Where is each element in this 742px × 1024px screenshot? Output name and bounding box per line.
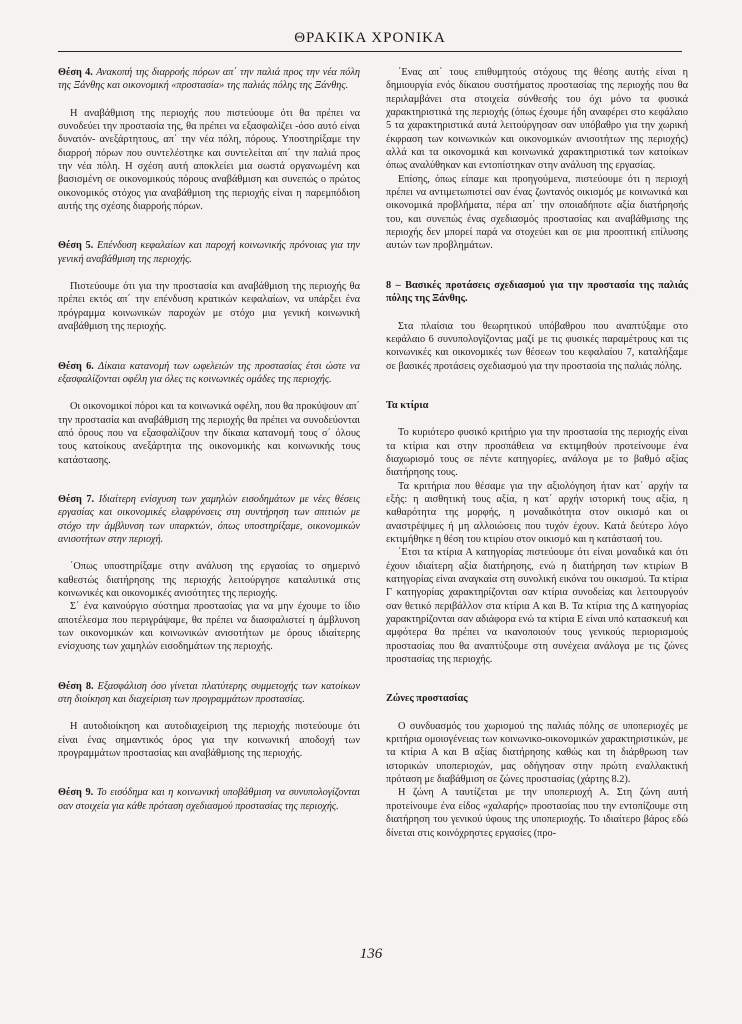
thesis-text: Το εισόδημα και η κοινωνική υποβάθμιση να συνυπολογίζονται σαν στοιχεία για κάθε πρόταση σχεδιασμού προστασίας της περιοχής.	[58, 787, 360, 812]
paragraph: Οι οικονομικοί πόροι και τα κοινωνικά οφέλη, που θα προκύψουν απ΄ την προστασία και αναβάθμιση της περιοχής θα πρέπει να συνοδεύονται από όρους που να εξασφαλίζουν την δίκαια κατανομή τους σ΄ όλους τους κατοίκους ανεξάρτητα της οικονομικής και κοινωνικής τους κατάστασης.	[58, 401, 360, 466]
paragraph: ΄Ενας απ΄ τους επιθυμητούς στόχους της θέσης αυτής είναι η δημιουργία ενός δίκαιου συστήματος προστασίας της περιοχής που θα περιλαμβάνει στα στοιχεία σύνθεσής του όχι μόνο τα φυσικά χαρακτηριστικά της περιοχής (όπως έχουμε ήδη αναφέρει στο κεφάλαιο 5 τα χαρακτηριστικά αυτά λειτούργησαν σαν υπόβαθρο για την χωρική έκφραση των κοινωνικών και οικονομικών ανισοτήτων της περιοχής) αλλά και τα οικονομικά και κοινωνικά χαρακτηριστικά των κατοίκων όπως αναλύθηκαν και εντοπίστηκαν στην ανάλυση της εργασίας.	[386, 67, 688, 172]
page-number: 136	[359, 946, 383, 962]
paragraph: Το κυριότερο φυσικό κριτήριο για την προστασία της περιοχής είναι τα κτίρια και στην προσπάθεια να εκτιμηθούν προτείνουμε ένα διαχωρισμό τους σε πέντε κατηγορίες, ανάλογα με το βαθμό αξίας διατήρησης τους.	[386, 427, 688, 479]
thesis-8	[58, 680, 360, 707]
thesis-label: Θέση 9.	[58, 787, 94, 799]
paragraph: Ο συνδυασμός του χωρισμού της παλιάς πόλης σε υποπεριοχές με κριτήρια ομοιογένειας των κοινωνικο-οικονομικών χαρακτηριστικών, με τα κτίρια Α και Β αξίας διατήρησης καθώς και τη διάρθρωση των ιστορικών υποπεριοχών, μας οδήγησαν στην πρώτη εναλλακτική πρόταση με διαβάθμιση σε ζώνες προστασίας (χάρτης 8.2).	[386, 720, 688, 786]
paragraph: Η αυτοδιοίκηση και αυτοδιαχείριση της περιοχής πιστεύουμε ότι είναι ένας σημαντικός όρος για την κοινωνική αποδοχή των προγραμμάτων προστασίας και αναβάθμισης της περιοχής.	[58, 721, 360, 760]
thesis-label: Θέση 6.	[58, 360, 94, 372]
thesis-label: Θέση 8.	[58, 680, 94, 692]
thesis-6	[58, 360, 360, 387]
thesis-5	[58, 239, 360, 266]
thesis-text: Επένδυση κεφαλαίων και παροχή κοινωνικής πρόνοιας για την γενική αναβάθμιση της περιοχής.	[58, 240, 360, 265]
paragraph: ΄Οπως υποστηρίξαμε στην ανάλυση της εργασίας το σημερινό καθεστώς διατήρησης της περιοχής λειτούργησε καταλυτικά στις κοινωνικές και οικονομικές ανισότητες της περιοχής.	[58, 561, 360, 599]
paragraph: ΄Ετσι τα κτίρια Α κατηγορίας πιστεύουμε ότι είναι μοναδικά και ότι έχουν ιδιαίτερη αξία διατήρησης, ενώ η διατήρηση των κτιρίων Β κατηγορίας είναι αναγκαία στη συνολική εικόνα του οικισμού. Τα κτίρια Γ κατηγορίας χαρακτηρίζονται σαν κτίρια συνοδείας και λειτουργούν σαν θετικό περιβάλλον στα κτίρια Α και Β. Τα κτίρια της Δ κατηγορίας χαρακτηρίζονται σαν αδιάφορα ενώ τα κτίρια Ε είναι υπό κατασκευή και αμφότερα θα πρέπει να ικανοποιούν τους γενικούς περιορισμούς προστασίας που θα αναπτύξουμε στη συνέχεια ανάλογα με τις ζώνες προστασίας της περιοχής.	[386, 547, 688, 666]
paragraph: Η αναβάθμιση της περιοχής που πιστεύουμε ότι θα πρέπει να συνοδεύει την προστασία της, θα πρέπει να εξασφαλίζει -όσο αυτό είναι δυνατόν- ανεξάρτητους, απ΄ την νέα πόλη, πόρους. Υποστηρίξαμε την διαρροή πόρων που συντελέστηκε και συντελείται απ΄ την παλιά προς την νέα πόλη. Η σχέση αυτή αποκλείει μια σωστά οργανωμένη και βασισμένη σε οικονομικούς πόρους αναβάθμιση και συνεπώς ο πρώτος οικονομικός στόχος για αναβάθμιση της περιοχής είναι η παρεμπόδιση αυτής της σχέσης διαρροής πόρων.	[58, 107, 360, 213]
right-column	[386, 66, 688, 840]
section-heading: 8 – Βασικές προτάσεις σχεδιασμού για την προστασία της παλιάς πόλης της Ξάνθης.	[386, 279, 688, 305]
paragraph: Τα κριτήρια που θέσαμε για την αξιολόγηση ήταν κατ΄ αρχήν τα εξής: η αισθητική τους αξία, η κατ΄ αρχήν ιστορική τους αξία, η καθαρότητα της μορφής, η μοναδικότητα στον οικισμό και οι αναστρέψιμες ή μη αλλοιώσεις που τυχόν έχουν. Κατά δεύτερο λόγο εκτιμήθηκε η θέση του κτιρίου στον οικισμό και η κατάστασή του.	[386, 480, 688, 545]
left-column	[58, 66, 360, 813]
thesis-label: Θέση 5.	[58, 240, 94, 252]
paragraph: Στα πλαίσια του θεωρητικού υπόβαθρου που αναπτύξαμε στο κεφάλαιο 6 συνυπολογίζοντας μαζί με τις φυσικές παραμέτρους και τις κοινωνικές και οικονομικές των θέσεων του κεφαλαίου 7, καταλήξαμε σε βασικές προτάσεις σχεδιασμού για την προστασία της παλιάς πόλης.	[386, 320, 688, 372]
section-heading: Τα κτίρια	[386, 399, 429, 411]
thesis-7	[58, 493, 360, 546]
section-heading: Ζώνες προστασίας	[386, 693, 468, 705]
thesis-text: Δίκαια κατανομή των ωφελειών της προστασίας έτσι ώστε να εξασφαλίζονται οφέλη για όλες τις κοινωνικές ομάδες της περιοχής.	[58, 360, 361, 385]
thesis-label: Θέση 4.	[58, 67, 93, 78]
thesis-4	[58, 66, 360, 93]
thesis-text: Εξασφάλιση όσο γίνεται πλατύτερης συμμετοχής των κατοίκων στη διοίκηση και διαχείριση των προγραμμάτων προστασίας.	[58, 680, 361, 706]
thesis-9	[58, 786, 360, 813]
thesis-text: Ανακοπή της διαρροής πόρων απ΄ την παλιά προς την νέα πόλη της Ξάνθης και οικονομική «προστασία» της παλιάς πόλης της Ξάνθης.	[58, 67, 361, 92]
thesis-label: Θέση 7.	[58, 493, 95, 505]
paragraph: Επίσης, όπως είπαμε και προηγούμενα, πιστεύουμε ότι η περιοχή πρέπει να αντιμετωπιστεί σαν ένας ζωντανός οικισμός με κοινωνικά και οικονομικά προβλήματα, πέρα απ΄ την οποιαδήποτε αξία διατήρησής του, και συνεπώς ένας σχεδιασμός προστασίας και αναβάθμισης της περιοχής δεν μπορεί παρά να στοχεύει και σε μια προοπτική επίλυσης αυτών των προβλημάτων.	[386, 173, 688, 252]
thesis-text: Ιδιαίτερη ενίσχυση των χαμηλών εισοδημάτων με νέες θέσεις εργασίας και οικονομικές ελαφρύνσεις στη συντήρηση των σπιτιών με στόχο την άμβλυνση των υπαρκτών, όπως υποστηρίξαμε, οικονομικών ανισοτήτων στην περιοχή.	[58, 493, 360, 545]
paragraph: Πιστεύουμε ότι για την προστασία και αναβάθμιση της περιοχής θα πρέπει εκτός απ΄ την επένδυση κρατικών κεφαλαίων, να υπάρξει ένα πρόγραμμα κοινωνικών παροχών με στόχο μια γενική κοινωνική αναβάθμιση της περιοχής.	[58, 281, 360, 333]
paragraph: Η ζώνη Α ταυτίζεται με την υποπεριοχή Α. Στη ζώνη αυτή προτείνουμε ένα είδος «χαλαρής» προστασίας που την εντοπίζουμε στη διατήρηση του γενικού ύφους της υποπεριοχής. Το ιδιαίτερο βάρος εδώ δίνεται στις κοινόχρηστες εργασίες (προ-	[386, 787, 688, 839]
running-header: ΘΡΑΚΙΚΑ ΧΡΟΝΙΚΑ	[58, 30, 682, 52]
paragraph: Σ΄ ένα καινούργιο σύστημα προστασίας για να μην έχουμε το ίδιο αποτέλεσμα που περιγράψαμε, θα πρέπει να διασφαλιστεί η άμβλυνση των οικονομικών και κοινωνικών ανισοτήτων με όρους ιδιαίτερης ενίσχυσης των χαμηλών εισοδημάτων της περιοχής.	[58, 601, 360, 653]
